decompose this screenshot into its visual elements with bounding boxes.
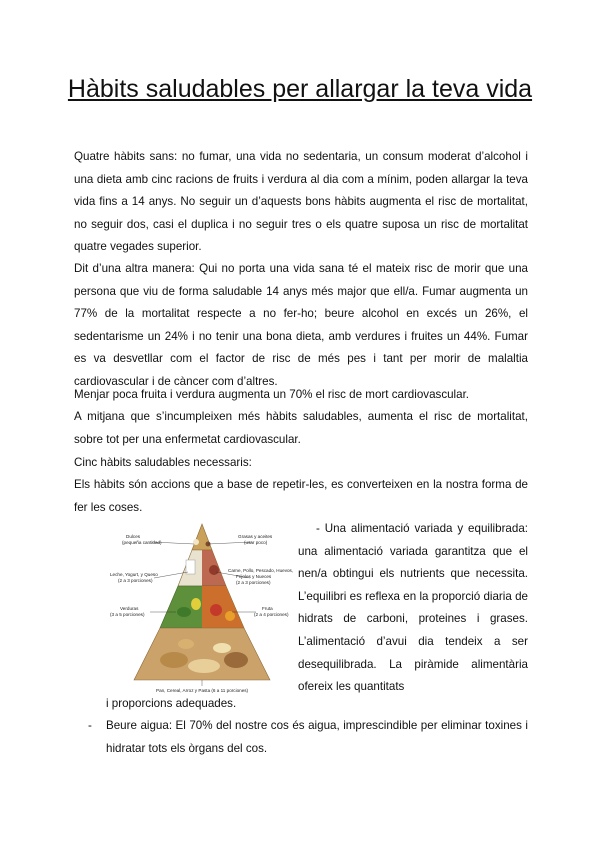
list-dash: -	[316, 522, 320, 535]
page-title: Hàbits saludables per allargar la teva vida	[67, 75, 533, 103]
pyramid-label-dairy: Leche, Yogurt, y Queso	[110, 572, 158, 577]
pyramid-label-fruit: Fruta	[262, 606, 273, 611]
paragraph-habits-definition: Els hàbits són accions que a base de repetir-les, es converteixen en la nostra forma de fer les coses.	[74, 478, 528, 514]
list-dash: -	[88, 719, 92, 732]
pyramid-label-veg-sub: (3 a 5 porciones)	[110, 612, 145, 617]
pyramid-label-veg: Verduras	[120, 606, 139, 611]
pyramid-label-protein-2: Frijoles y Nueces	[236, 574, 272, 579]
list-item-varied-diet-continued: i proporcions adequades.	[106, 697, 237, 710]
pyramid-label-fruit-sub: (2 a 4 porciones)	[254, 612, 289, 617]
food-pyramid-image	[104, 520, 300, 694]
paragraph-five-habits: Cinc hàbits saludables necessaris:	[74, 456, 252, 469]
paragraph-mortality-risk: A mitjana que s’incumpleixen més hàbits saludables, aumenta el risc de mortalitat, sobre tot per una enfermetat cardiovascular.	[74, 410, 528, 446]
paragraph-other-way: Dit d’una altra manera: Qui no porta una vida sana té el mateix risc de morir que una persona que viu de forma saludable 14 anys més major que ell/a. Fumar augmenta un 77% de la mortalitat respecte a no fer-ho; beure alcohol en excés un 26%, el sedentarisme un 24% i no tenir una bona dieta, amb verdures i fruites un 44%. Fumar es va desvetllar com el factor de risc de més pes i tant per morir de malaltia cardiovascular i de càncer com d’altres.	[74, 262, 528, 388]
pyramid-label-dairy-sub: (2 a 3 porciones)	[118, 578, 153, 583]
pyramid-label-protein: Carne, Pollo, Pescado, Huevos,	[228, 568, 294, 573]
paragraph-four-habits: Quatre hàbits sans: no fumar, una vida no sedentaria, un consum moderat d’alcohol i una dieta amb cinc racions de fruits i verdura al dia com a mínim, poden allargar la teva vida fins a 14 anys. No seguir un d’aquests bons hàbits augmenta el risc de mortalitat, no seguir dos, casi el duplica i no seguir tres o els quatre suposa un risc de mortalitat quatre vegades superior.	[74, 150, 528, 254]
list-item-varied-diet	[298, 518, 528, 699]
paragraph-fruit-risk: Menjar poca fruita i verdura augmenta un 70% el risc de mort cardiovascular.	[74, 388, 470, 401]
pyramid-label-sweets-sub: (pequeña cantidad)	[122, 540, 162, 545]
list-item-text: Una alimentació variada y equilibrada: una alimentació variada garantitza que el nen/a obtingui els nutrients que necessita. L’equilibri es reflexa en la proporció diaria de hidrats de carboni, proteines i grases. L’alimentació d’avui dia tendeix a ser desequilibrada. La piràmide alimentària ofereix les quantitats	[298, 522, 528, 694]
pyramid-label-fats-sub: (usar poco)	[244, 540, 268, 545]
pyramid-label-sweets: Dulces	[126, 534, 141, 539]
list-item-drink-water: Beure aigua: El 70% del nostre cos és aigua, imprescindible per eliminar toxines i hidratar tots els òrgans del cos.	[106, 719, 528, 755]
pyramid-label-fats: Grasas y aceites	[238, 534, 273, 539]
pyramid-label-protein-sub: (2 a 3 porciones)	[236, 580, 271, 585]
pyramid-tier-fruit-fill	[202, 586, 244, 628]
pyramid-label-grain: Pan, Cereal, Arroz y Pasta (6 a 11 porciones)	[156, 688, 249, 693]
